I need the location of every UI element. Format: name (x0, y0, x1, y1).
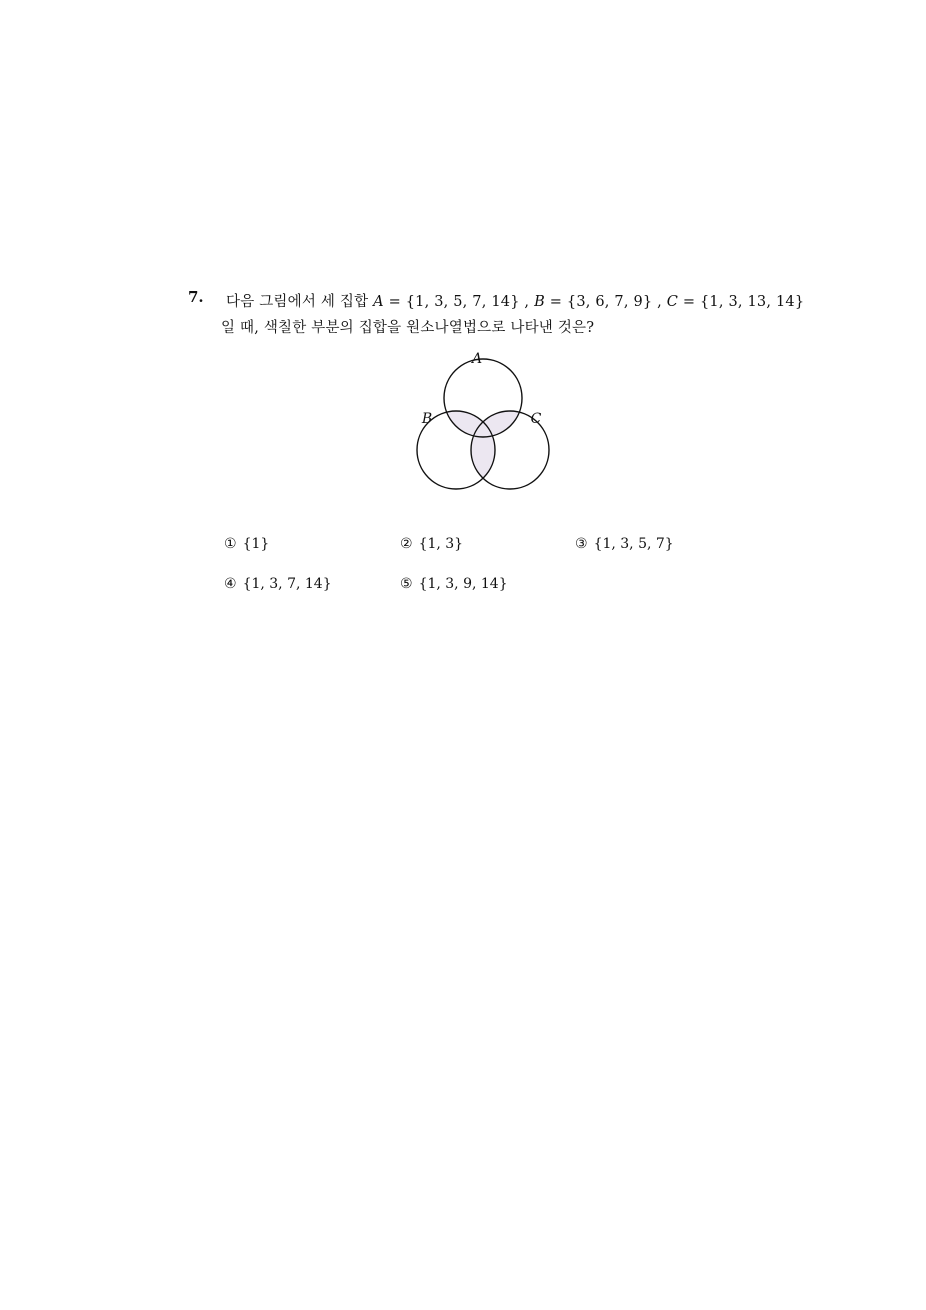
set-c-name: C (666, 294, 679, 310)
choice-4-marker: ④ (224, 576, 237, 592)
label-c: C (530, 411, 542, 427)
choice-3-text: {1, 3, 5, 7} (593, 536, 674, 552)
venn-diagram (405, 350, 565, 500)
choice-1-marker: ① (224, 536, 237, 552)
choice-5[interactable] (400, 576, 508, 592)
label-b: B (421, 411, 433, 427)
question-prefix: 다음 그림에서 세 집합 (226, 294, 374, 310)
answer-choices (224, 536, 744, 606)
choice-2-text: {1, 3} (418, 536, 464, 552)
set-a-name: A (373, 294, 384, 310)
question-text-line-2: 일 때, 색칠한 부분의 집합을 원소나열법으로 나타낸 것은? (221, 320, 595, 336)
choice-2[interactable] (400, 536, 463, 552)
choice-3-marker: ③ (575, 536, 588, 552)
set-b-elements: = {3, 6, 7, 9} , (544, 294, 667, 310)
question-number: 7. (188, 288, 204, 306)
choice-1-text: {1} (242, 536, 270, 552)
question-text-line-1 (226, 290, 804, 311)
set-b-name: B (534, 294, 545, 310)
set-c-elements: = {1, 3, 13, 14} (678, 294, 805, 310)
set-a-definition (373, 294, 804, 310)
label-a: A (471, 351, 483, 367)
choice-4-text: {1, 3, 7, 14} (242, 576, 332, 592)
set-a-elements: = {1, 3, 5, 7, 14} , (383, 294, 535, 310)
choice-3[interactable] (575, 536, 674, 552)
choice-1[interactable] (224, 536, 269, 552)
choice-5-text: {1, 3, 9, 14} (418, 576, 508, 592)
choice-5-marker: ⑤ (400, 576, 413, 592)
choice-2-marker: ② (400, 536, 413, 552)
choice-4[interactable] (224, 576, 332, 592)
